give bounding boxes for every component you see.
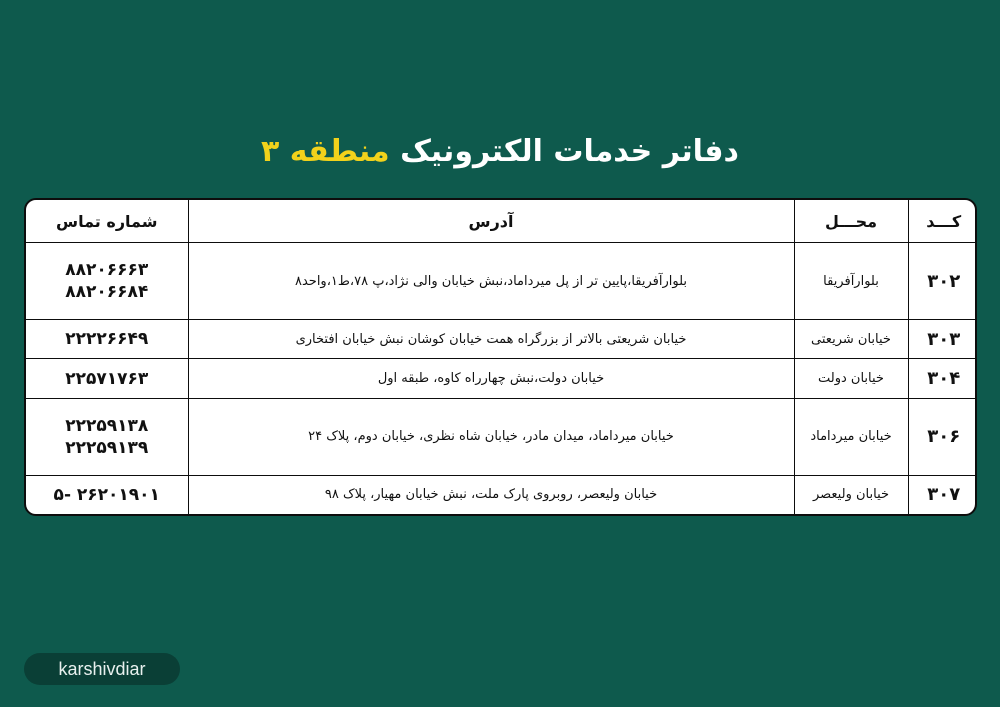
cell-phone bbox=[26, 475, 188, 514]
offices-table-container bbox=[24, 198, 977, 516]
phone-number: ۲۲۲۵۹۱۳۸ bbox=[65, 415, 149, 436]
table-header-row bbox=[26, 200, 977, 243]
table-row bbox=[26, 320, 977, 359]
table-row bbox=[26, 475, 977, 514]
phone-number: ۸۸۲۰۶۶۸۴ bbox=[65, 282, 149, 303]
cell-place: خیابان شریعتی bbox=[794, 320, 908, 359]
header-address: آدرس bbox=[188, 200, 794, 243]
cell-code: ۳۰۴ bbox=[908, 359, 977, 398]
phone-number: ۲۲۲۵۹۱۳۹ bbox=[65, 437, 149, 458]
header-phone: شماره تماس bbox=[26, 200, 188, 243]
cell-phone bbox=[26, 398, 188, 475]
cell-code: ۳۰۳ bbox=[908, 320, 977, 359]
cell-place: خیابان دولت bbox=[794, 359, 908, 398]
page-title-main: دفاتر خدمات الکترونیک bbox=[400, 134, 739, 169]
page-title-highlight: منطقه ۳ bbox=[261, 134, 390, 169]
cell-code: ۳۰۲ bbox=[908, 243, 977, 320]
table-row bbox=[26, 359, 977, 398]
table-row bbox=[26, 243, 977, 320]
cell-address: خیابان ولیعصر، روبروی پارک ملت، نبش خیابان مهیار، پلاک ۹۸ bbox=[188, 475, 794, 514]
header-code: کـــد bbox=[908, 200, 977, 243]
cell-address: خیابان دولت،نبش چهارراه کاوه، طبقه اول bbox=[188, 359, 794, 398]
cell-phone bbox=[26, 359, 188, 398]
brand-badge: karshivdiar bbox=[24, 653, 180, 685]
phone-number: ۲۲۵۷۱۷۶۳ bbox=[65, 368, 149, 389]
cell-code: ۳۰۶ bbox=[908, 398, 977, 475]
table-row bbox=[26, 398, 977, 475]
cell-address: خیابان شریعتی بالاتر از بزرگراه همت خیابان کوشان نبش خیابان افتخاری bbox=[188, 320, 794, 359]
cell-phone bbox=[26, 320, 188, 359]
cell-address: بلوارآفریقا،پایین تر از پل میرداماد،نبش خیابان والی نژاد،پ ۷۸،ط۱،واحد۸ bbox=[188, 243, 794, 320]
phone-number: ۲۶۲۰۱۹۰۱ -۵ bbox=[53, 484, 160, 505]
page-title bbox=[0, 130, 1000, 174]
cell-address: خیابان میرداماد، میدان مادر، خیابان شاه نظری، خیابان دوم، پلاک ۲۴ bbox=[188, 398, 794, 475]
phone-number: ۲۲۲۲۶۶۴۹ bbox=[65, 329, 149, 350]
cell-phone bbox=[26, 243, 188, 320]
cell-place: خیابان میرداماد bbox=[794, 398, 908, 475]
cell-code: ۳۰۷ bbox=[908, 475, 977, 514]
cell-place: خیابان ولیعصر bbox=[794, 475, 908, 514]
cell-place: بلوارآفریقا bbox=[794, 243, 908, 320]
offices-table bbox=[26, 200, 977, 514]
phone-number: ۸۸۲۰۶۶۶۳ bbox=[65, 260, 149, 281]
header-place: محـــل bbox=[794, 200, 908, 243]
